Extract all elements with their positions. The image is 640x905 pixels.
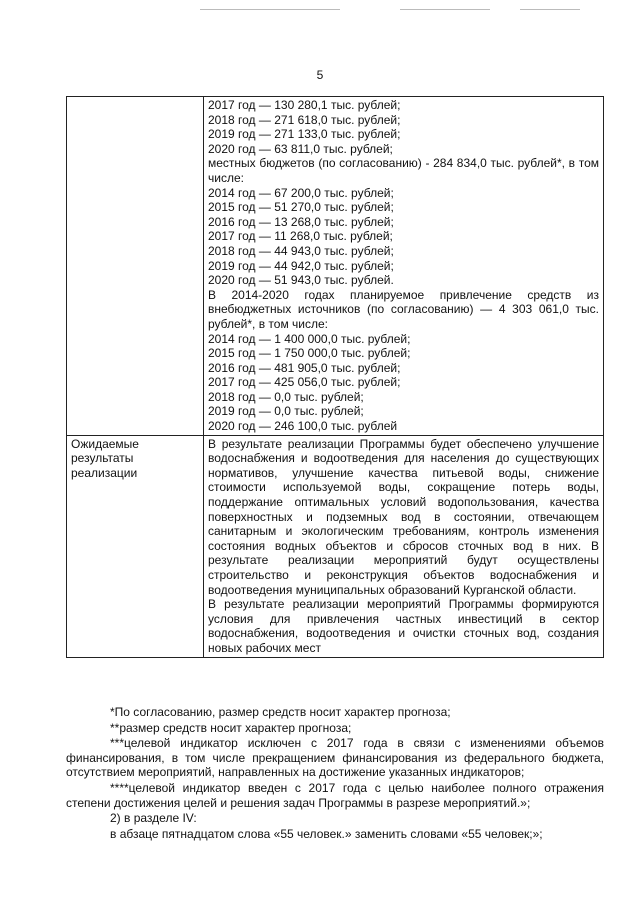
scan-artifact-line — [520, 9, 580, 10]
financing-line: 2016 год — 13 268,0 тыс. рублей; — [208, 214, 394, 229]
footnote: *По согласованию, размер средств носит характер прогноза; — [110, 705, 451, 719]
table-row-financing — [67, 97, 604, 436]
footnote: ***целевой индикатор исключен с 2017 года в связи с изменениями объемов финансирования, в том числе прекращением финансирования из федерального бюджета, отсутствием мероприятий, направленных на достижение указанных индикаторов; — [66, 736, 604, 780]
financing-line: 2017 год — 130 280,1 тыс. рублей; — [208, 98, 401, 112]
financing-line: 2017 год — 425 056,0 тыс. рублей; — [208, 375, 401, 390]
footnotes — [66, 705, 604, 842]
page-number: 5 — [316, 68, 324, 82]
extrabudget-text: В 2014-2020 годах планируемое привлечение средств из внебюджетных источников (по согласованию) — 4 303 061,0 тыс. рублей*, в том числе: — [208, 287, 599, 331]
footnote: **размер средств носит характер прогноза; — [110, 720, 352, 735]
financing-cell — [204, 97, 604, 436]
financing-line: 2014 год — 1 400 000,0 тыс. рублей; — [208, 331, 411, 346]
financing-line: 2014 год — 67 200,0 тыс. рублей; — [208, 185, 394, 200]
program-passport-table — [66, 96, 604, 658]
scan-artifact-line — [400, 9, 490, 10]
financing-line: 2019 год — 0,0 тыс. рублей; — [208, 404, 364, 419]
expected-results-cell — [204, 435, 604, 657]
financing-line: 2017 год — 11 268,0 тыс. рублей; — [208, 229, 393, 244]
financing-line: 2018 год — 0,0 тыс. рублей; — [208, 389, 364, 404]
financing-line: 2020 год — 63 811,0 тыс. рублей; — [208, 141, 393, 156]
table-row-expected-results — [67, 435, 604, 657]
footnote: ****целевой индикатор введен с 2017 года с целью наиболее полного отражения степени достижения целей и решения задач Программы в разрезе мероприятий.»; — [66, 780, 604, 810]
expected-results-paragraph: В результате реализации мероприятий Программы формируются условия для привлечения частных инвестиций в сектор водоснабжения, водоотведения и очистки сточных вод, создания новых рабочих мест — [208, 597, 599, 655]
financing-line: 2019 год — 44 942,0 тыс. рублей; — [208, 258, 394, 273]
amendment-text: в абзаце пятнадцатом слова «55 человек.» заменить словами «55 человек;»; — [110, 826, 543, 841]
financing-line: 2018 год — 271 618,0 тыс. рублей; — [208, 112, 401, 127]
row-label-expected-results: Ожидаемые результаты реализации — [67, 435, 204, 657]
financing-line: 2016 год — 481 905,0 тыс. рублей; — [208, 360, 401, 375]
financing-line: 2020 год — 51 943,0 тыс. рублей. — [208, 273, 394, 288]
expected-results-paragraph: В результате реализации Программы будет обеспечено улучшение водоснабжения и водоотведения для населения до существующих нормативов, улучшение качества питьевой воды, снижение стоимости используемой воды, сокращение потерь воды, поддержание оптимальных условий водопользования, качества поверхностных и подземных вод в состоянии, отвечающем санитарным и экологическим требованиям, контроль изменения состояния водных объектов и сбросов сточных вод в них. В результате реализации мероприятий будут осуществлены строительство и реконструкция объектов водоснабжения и водоотведения муниципальных образований Курганской области. — [208, 436, 599, 597]
row-label-financing — [67, 97, 204, 436]
local-budget-text: местных бюджетов (по согласованию) - 284 834,0 тыс. рублей*, в том числе: — [208, 156, 599, 185]
financing-line: 2019 год — 271 133,0 тыс. рублей; — [208, 127, 401, 142]
financing-line: 2015 год — 1 750 000,0 тыс. рублей; — [208, 346, 411, 361]
financing-line: 2018 год — 44 943,0 тыс. рублей; — [208, 243, 394, 258]
amendment-item: 2) в разделе IV: — [110, 811, 197, 826]
financing-line: 2015 год — 51 270,0 тыс. рублей; — [208, 200, 394, 215]
financing-line: 2020 год — 246 100,0 тыс. рублей — [208, 419, 398, 434]
scan-artifact-line — [200, 9, 340, 10]
